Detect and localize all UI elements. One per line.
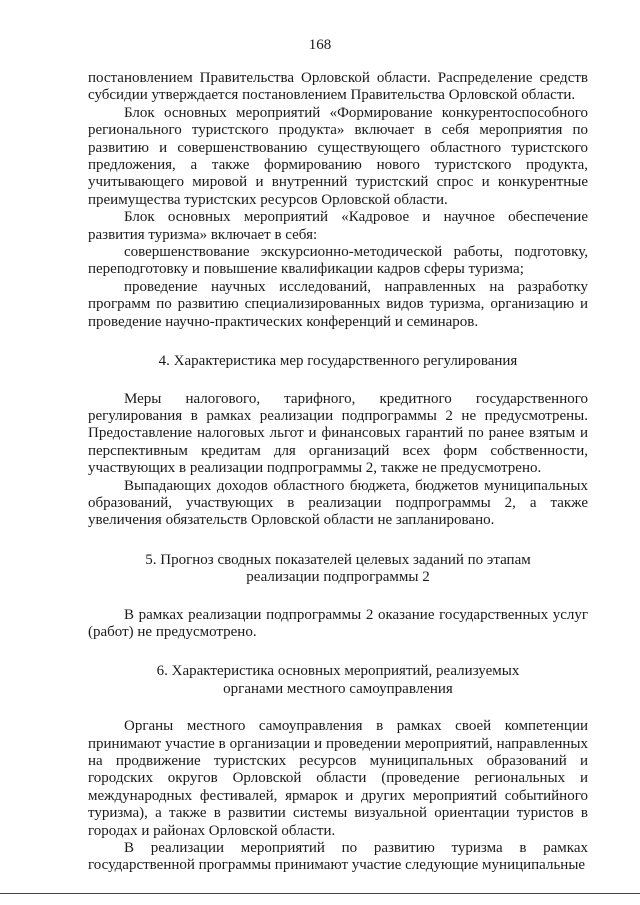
paragraph-8: В рамках реализации подпрограммы 2 оказание государственных услуг (работ) не предусмотрено. bbox=[88, 606, 588, 640]
section-heading-5-line-2: реализации подпрограммы 2 bbox=[246, 569, 430, 586]
section-heading-5 bbox=[88, 552, 588, 587]
section-heading-6-line-1: 6. Характеристика основных мероприятий, реализуемых bbox=[156, 663, 520, 680]
paragraph-9: Органы местного самоуправления в рамках своей компетенции принимают участие в организации и проведении мероприятий, направленных на продвижение туристских ресурсов муниципальных образований и городских округов Орловской области (проведение региональных и международных фестивалей, ярмарок и других мероприятий событийного туризма), а также в развитии системы визуальной ориентации туристов в городах и районах Орловской области. bbox=[88, 718, 588, 839]
paragraph-2: Блок основных мероприятий «Формирование конкурентоспособного регионального туристского продукта» включает в себя мероприятия по развитию и совершенствованию существующего областного туристского предложения, а также формированию нового туристского продукта, учитывающего мировой и внутренний туристский спрос и конкурентные преимущества туристских ресурсов Орловской области. bbox=[88, 104, 588, 208]
section-heading-4: 4. Характеристика мер государственного регулирования bbox=[158, 353, 518, 370]
paragraph-10: В реализации мероприятий по развитию туризма в рамках государственной программы принимают участие следующие муниципальные bbox=[88, 840, 588, 874]
document-body bbox=[88, 70, 588, 875]
section-heading-6 bbox=[88, 663, 588, 698]
section-heading-5-line-1: 5. Прогноз сводных показателей целевых заданий по этапам bbox=[145, 551, 531, 568]
section-heading-6-line-2: органами местного самоуправления bbox=[223, 680, 453, 697]
page-bottom-edge bbox=[0, 893, 640, 894]
paragraph-1: постановлением Правительства Орловской области. Распределение средств субсидии утверждается постановлением Правительства Орловской области. bbox=[88, 70, 588, 104]
page-number: 168 bbox=[308, 37, 332, 53]
paragraph-6: Меры налогового, тарифного, кредитного государственного регулирования в рамках реализации подпрограммы 2 не предусмотрены. Предоставление налоговых льгот и финансовых гарантий по ранее взятым и перспективным кредитам для организаций всех форм собственности, участвующих в реализации подпрограммы 2, также не предусмотрено. bbox=[88, 390, 588, 477]
paragraph-7: Выпадающих доходов областного бюджета, бюджетов муниципальных образований, участвующих в реализации подпрограммы 2, а также увеличения обязательств Орловской области не запланировано. bbox=[88, 477, 588, 529]
paragraph-3: Блок основных мероприятий «Кадровое и научное обеспечение развития туризма» включает в себя: bbox=[88, 209, 588, 243]
paragraph-5: проведение научных исследований, направленных на разработку программ по развитию специализированных видов туризма, организацию и проведение научно-практических конференций и семинаров. bbox=[88, 278, 588, 330]
paragraph-4: совершенствование экскурсионно-методической работы, подготовку, переподготовку и повышение квалификации кадров сферы туризма; bbox=[88, 244, 588, 278]
